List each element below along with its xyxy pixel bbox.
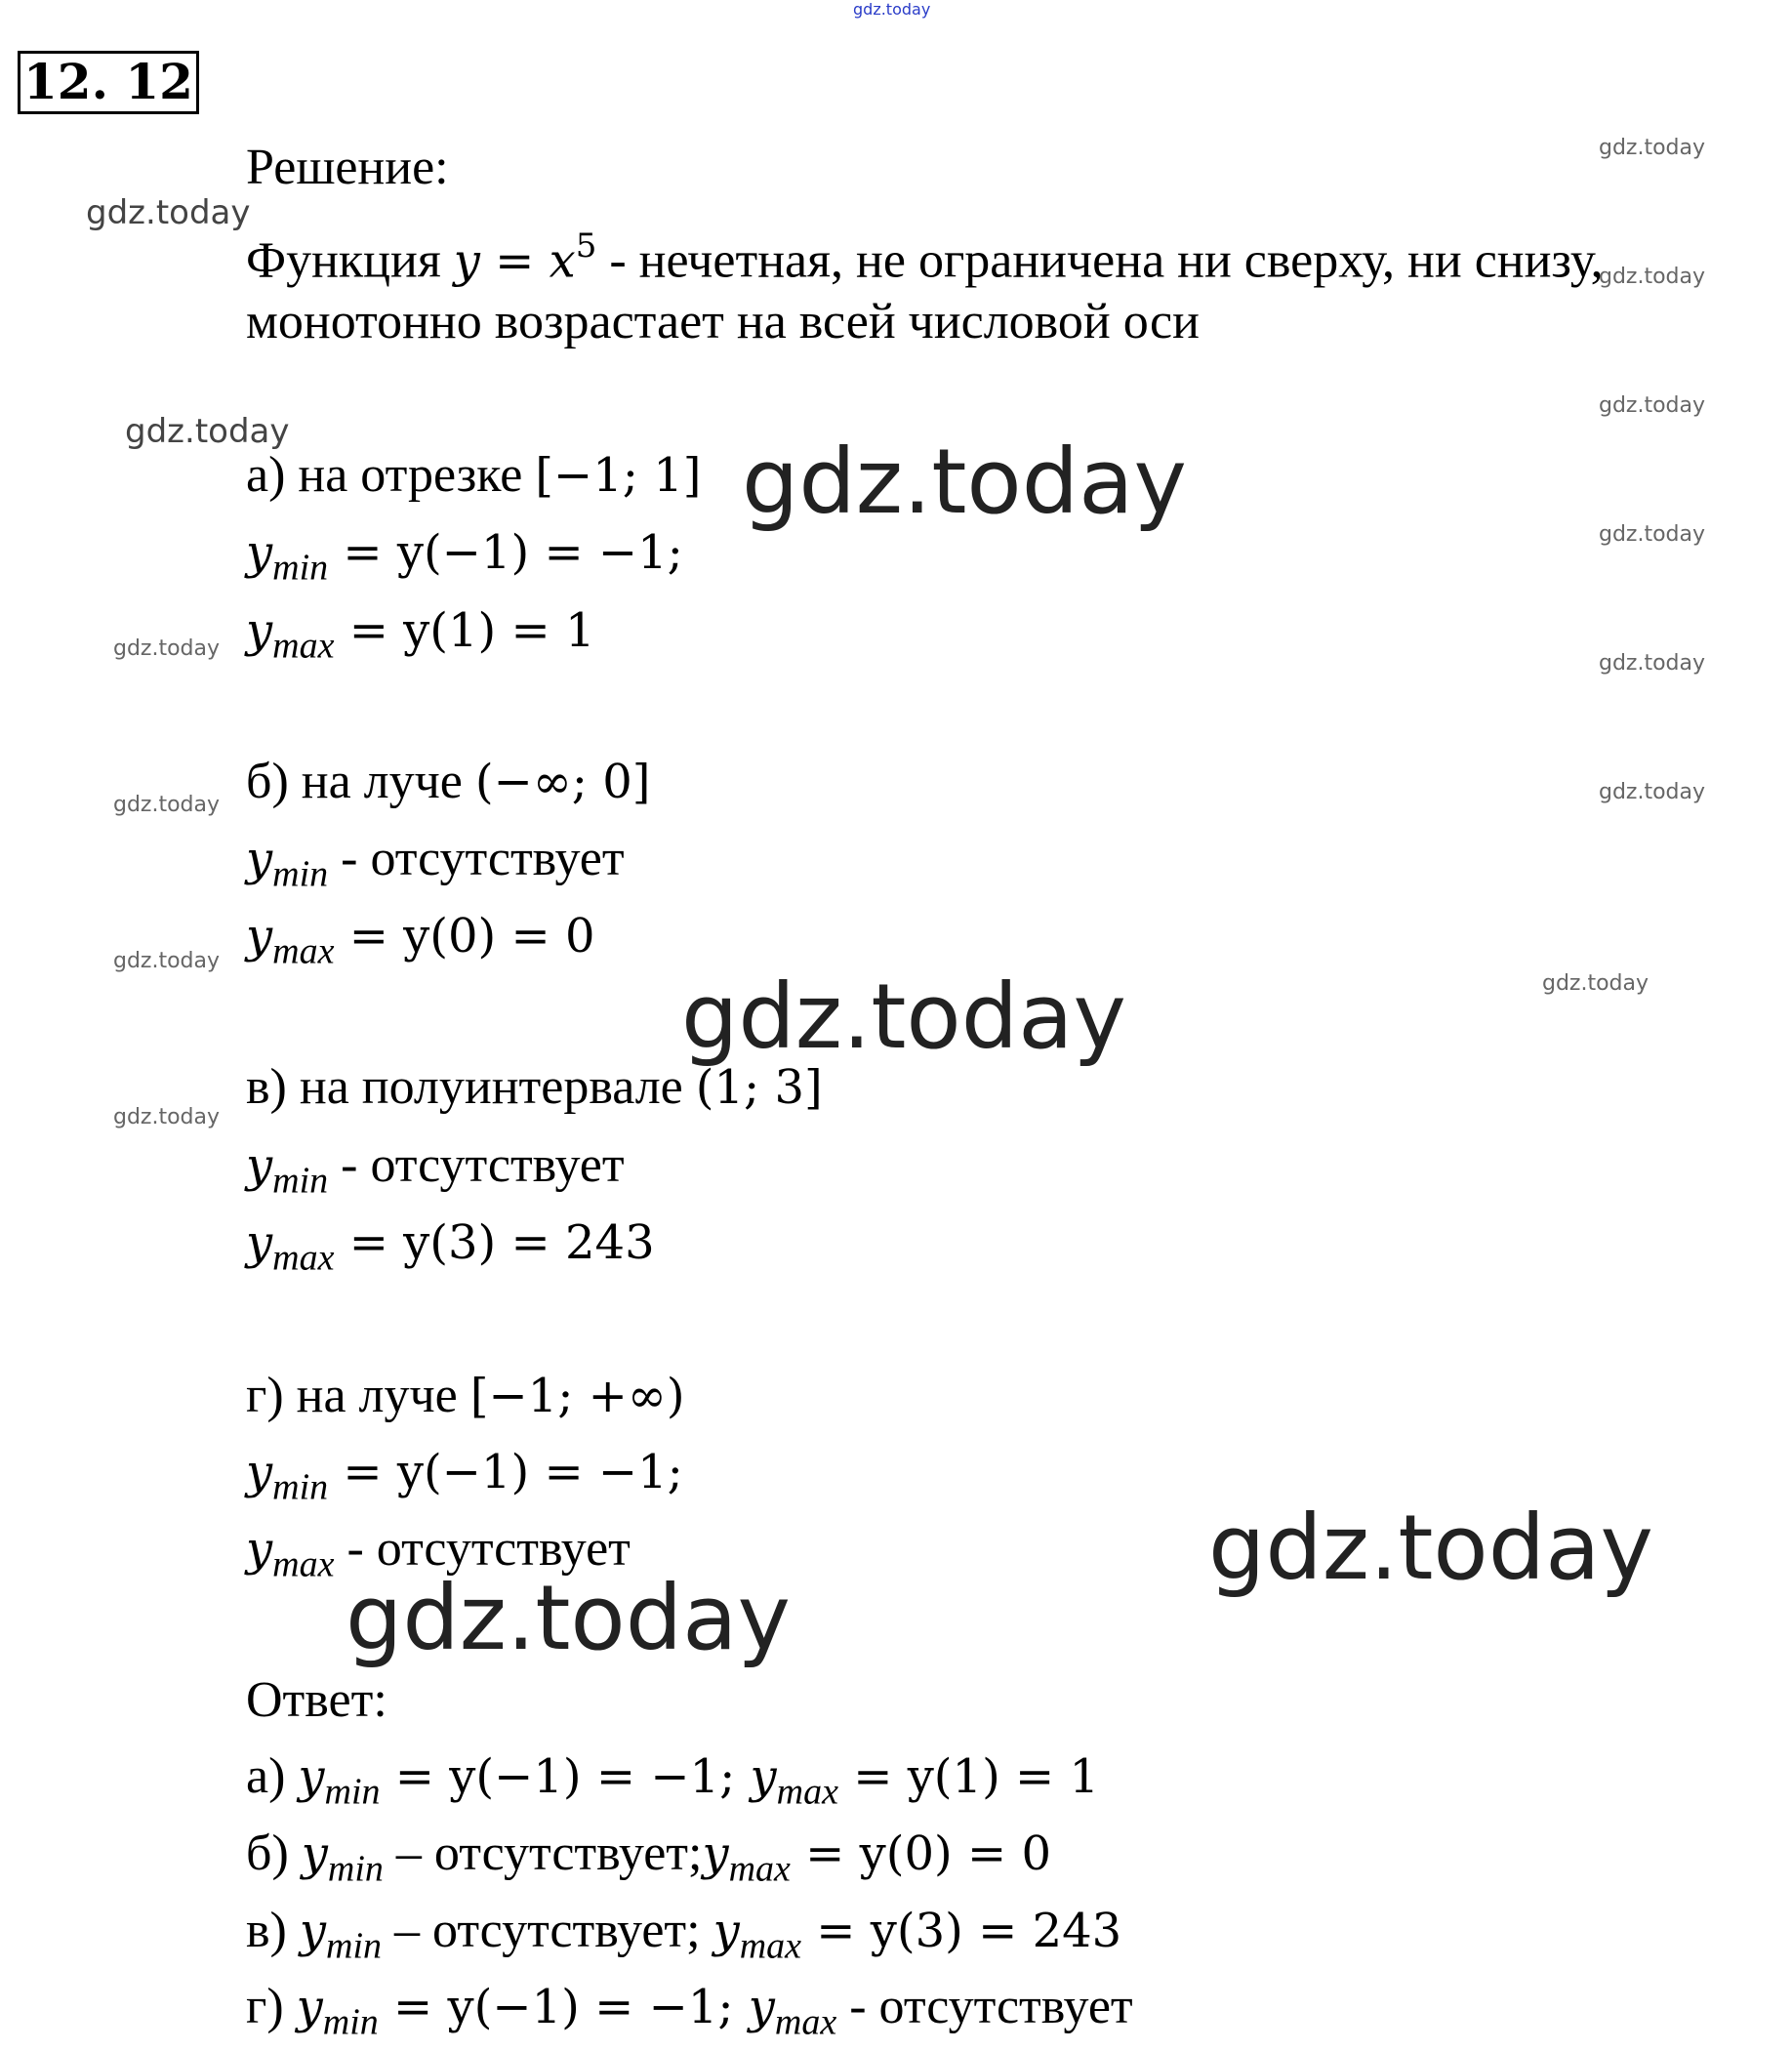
watermark: gdz.today xyxy=(113,949,221,973)
watermark: gdz.today xyxy=(86,193,251,232)
watermark-large: gdz.today xyxy=(346,1566,791,1670)
watermark: gdz.today xyxy=(1599,136,1706,160)
part-a-label: а) на отрезке [−1; 1] xyxy=(246,447,702,503)
watermark: gdz.today xyxy=(1542,971,1649,996)
watermark: gdz.today xyxy=(113,793,221,817)
watermark-large: gdz.today xyxy=(681,964,1126,1069)
watermark: gdz.today xyxy=(1599,265,1706,289)
part-v-min: $y_{min}$ - отсутствует xyxy=(246,1137,625,1202)
problem-number: 12. 12 xyxy=(18,51,199,114)
watermark: gdz.today xyxy=(1599,651,1706,676)
watermark: gdz.today xyxy=(113,636,221,661)
watermark: gdz.today xyxy=(1599,522,1706,547)
watermark: gdz.today xyxy=(1599,393,1706,418)
part-a-min: $y_{min} = y(-1) = -1$; xyxy=(246,525,683,589)
answer-b: б) $y_{min}$ – $отсутствует;y_{max} = y(0) = 0$ xyxy=(246,1825,1052,1890)
part-v-label: в) на полуинтервале (1; 3] xyxy=(246,1059,823,1115)
answer-g: г) $y_{min} = y(-1) = -1$; $y_{max}$ - отсутствует xyxy=(246,1979,1133,2043)
part-g-label: г) на луче [−1; +∞) xyxy=(246,1368,685,1423)
part-g-min: $y_{min} = y(-1) = -1$; xyxy=(246,1445,683,1508)
part-b-max: $y_{max} = y(0) = 0$ xyxy=(246,909,595,972)
part-g-max: $y_{max}$ - отсутствует xyxy=(246,1521,631,1585)
solution-heading: Решение: xyxy=(246,140,449,195)
answer-a: а) $y_{min} = y(-1) = -1$; $y_{max} = y(1) = 1$ xyxy=(246,1748,1100,1813)
watermark: gdz.today xyxy=(125,412,290,451)
watermark-top: gdz.today xyxy=(853,0,931,19)
watermark: gdz.today xyxy=(113,1105,221,1129)
part-b-label: б) на луче (−∞; 0] xyxy=(246,754,651,809)
part-v-max: $y_{max} = y(3) = 243$ xyxy=(246,1215,655,1279)
intro-line-1: Функция $y = x^5$ - нечетная, не ограничена ни сверху, ни снизу, xyxy=(246,226,1604,289)
watermark: gdz.today xyxy=(1599,780,1706,804)
watermark-large: gdz.today xyxy=(742,430,1187,534)
part-a-max: $y_{max} = y(1) = 1$ xyxy=(246,603,595,667)
part-b-min: $y_{min}$ - отсутствует xyxy=(246,831,625,895)
watermark-large: gdz.today xyxy=(1208,1496,1653,1600)
intro-line-2: монотонно возрастает на всей числовой оси xyxy=(246,294,1200,349)
answer-heading: Ответ: xyxy=(246,1672,387,1728)
answer-v: в) $y_{min}$ – отсутствует; $y_{max} = y(3) = 243$ xyxy=(246,1903,1122,1967)
